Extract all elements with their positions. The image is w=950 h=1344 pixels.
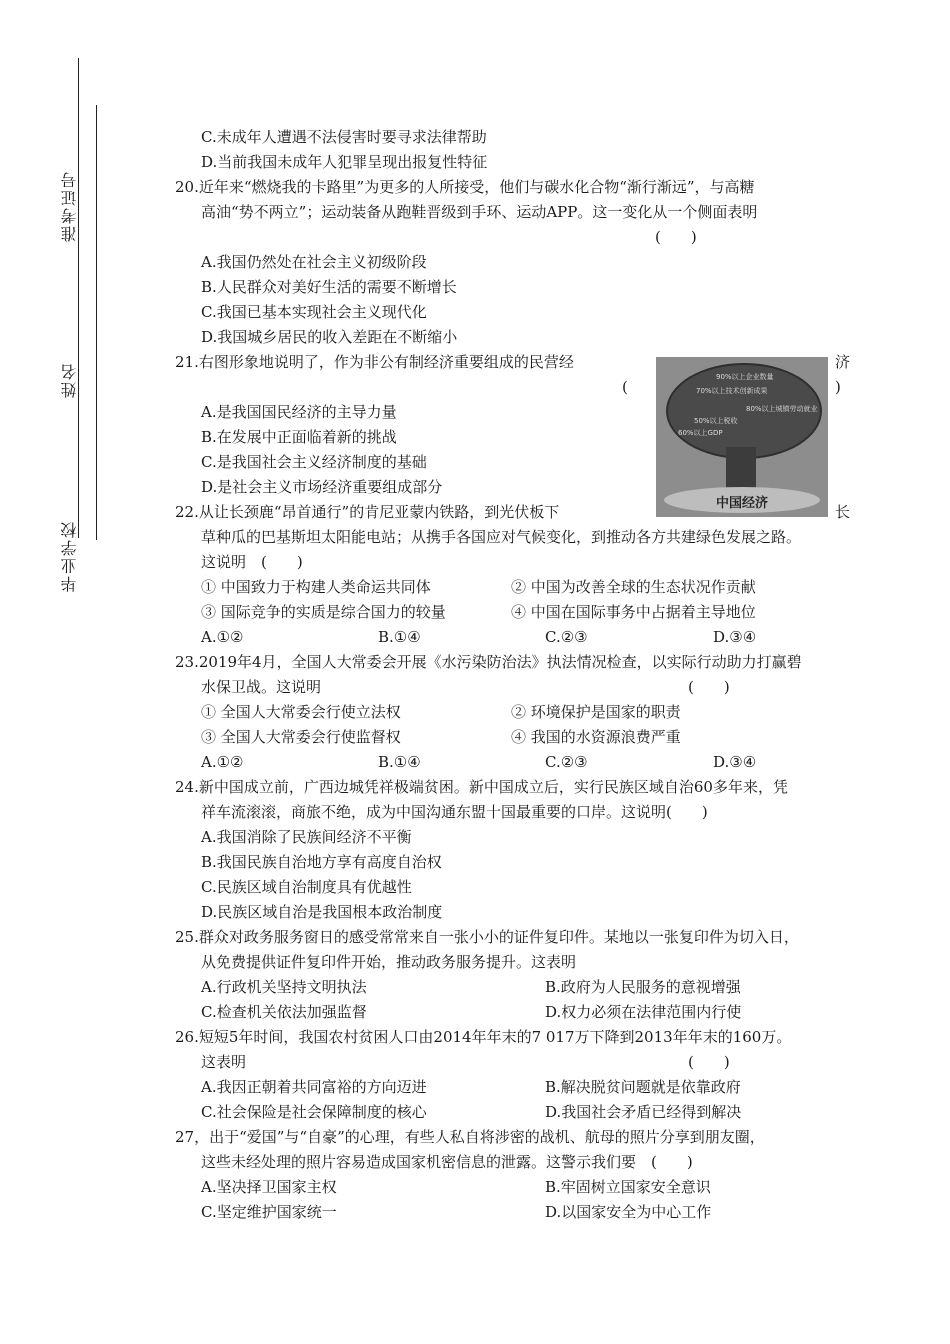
q20-answer-blank: ( ) [655, 228, 697, 246]
q20-stem: 20.近年来“燃烧我的卡路里”为更多的人所接受，他们与碳水化合物“渐行渐远”，与高糖 [175, 178, 755, 196]
q24-stem-cont: 祥车流滚滚，商旅不绝，成为中国沟通东盟十国最重要的口岸。这说明( ) [201, 803, 708, 821]
q25-option-a: A.行政机关坚持文明执法 [201, 978, 367, 996]
q20-option-d: D.我国城乡居民的收入差距在不断缩小 [201, 328, 458, 346]
q23-option-d: D.③④ [713, 753, 757, 771]
q24-option-c: C.民族区域自治制度具有优越性 [201, 878, 412, 896]
q20-stem-cont: 高油“势不两立”；运动装备从跑鞋晋级到手环、运动APP。这一变化从一个侧面表明 [201, 203, 758, 221]
q22-statement-1: ① 中国致力于构建人类命运共同体 [201, 578, 431, 596]
q22-option-a: A.①② [201, 628, 244, 646]
tree-stat: 60%以上GDP [678, 429, 723, 437]
q23-option-c: C.②③ [545, 753, 588, 771]
q23-statement-3: ③ 全国人大常委会行使监督权 [201, 728, 401, 746]
q22-stem-tail: 长 [835, 503, 851, 521]
q22-statement-2: ② 中国为改善全球的生态状况作贡献 [511, 578, 756, 596]
q19-option-c: C.未成年人遭遇不法侵害时要寻求法律帮助 [201, 128, 487, 146]
q24-option-d: D.民族区域自治是我国根本政治制度 [201, 903, 443, 921]
q22-statement-3: ③ 国际竞争的实质是综合国力的较量 [201, 603, 446, 621]
q27-stem-cont: 这些未经处理的照片容易造成国家机密信息的泄露。这警示我们要 ( ) [201, 1153, 693, 1171]
q19-option-d: D.当前我国未成年人犯罪呈现出报复性特征 [201, 153, 488, 171]
q26-option-b: B.解决脱贫问题就是依靠政府 [545, 1078, 741, 1096]
q22-stem: 22.从让长颈鹿“昂首通行”的肯尼亚蒙内铁路，到光伏板下 [175, 503, 560, 521]
q26-option-c: C.社会保险是社会保障制度的核心 [201, 1103, 427, 1121]
q21-stem-tail: 济 [835, 353, 851, 371]
q23-stem: 23.2019年4月，全国人大常委会开展《水污染防治法》执法情况检查，以实际行动助力打赢碧 [175, 653, 802, 671]
q21-option-d: D.是社会主义市场经济重要组成部分 [201, 478, 443, 496]
school-label: 毕业学校 [60, 520, 79, 592]
tree-stat: 90%以上企业数量 [716, 373, 774, 381]
q24-stem: 24.新中国成立前，广西边城凭祥极端贫困。新中国成立后，实行民族区域自治60多年来，凭 [175, 778, 788, 796]
q22-option-d: D.③④ [713, 628, 757, 646]
q21-stem: 21.右图形象地说明了，作为非公有制经济重要组成的民营经 [175, 353, 574, 371]
q26-answer-blank: ( ) [688, 1053, 730, 1071]
q22-option-b: B.①④ [378, 628, 421, 646]
q23-stem-cont: 水保卫战。这说明 [201, 678, 322, 696]
figure-caption: 中国经济 [715, 496, 768, 511]
q26-stem: 26.短短5年时间，我国农村贫困人口由2014年年末的7 017万下降到2013年年末的160万。 [175, 1028, 792, 1046]
q23-option-a: A.①② [201, 753, 244, 771]
q25-option-d: D.权力必须在法律范围内行使 [545, 1003, 742, 1021]
q20-option-a: A.我国仍然处在社会主义初级阶段 [201, 253, 427, 271]
q20-option-c: C.我国已基本实现社会主义现代化 [201, 303, 427, 321]
q27-option-a: A.坚决择卫国家主权 [201, 1178, 337, 1196]
q27-option-d: D.以国家安全为中心工作 [545, 1203, 712, 1221]
q21-answer-blank-open: ( [622, 378, 628, 396]
exam-number-label: 准考证号 [60, 170, 79, 242]
q23-statement-4: ④ 我国的水资源浪费严重 [511, 728, 681, 746]
q27-option-b: B.牢固树立国家安全意识 [545, 1178, 711, 1196]
q26-option-d: D.我国社会矛盾已经得到解决 [545, 1103, 742, 1121]
tree-stat: 70%以上技术创新成果 [696, 387, 768, 395]
binding-line-outer [78, 58, 79, 538]
q26-option-a: A.我因正朝着共同富裕的方向迈进 [201, 1078, 427, 1096]
q23-statement-1: ① 全国人大常委会行使立法权 [201, 703, 401, 721]
tree-stat: 80%以上城镇劳动就业 [746, 405, 818, 413]
q25-option-c: C.检查机关依法加强监督 [201, 1003, 367, 1021]
q24-option-a: A.我国消除了民族间经济不平衡 [201, 828, 412, 846]
q22-statement-4: ④ 中国在国际事务中占据着主导地位 [511, 603, 756, 621]
q22-stem-end: 这说明 ( ) [201, 553, 303, 571]
q21-option-b: B.在发展中正面临着新的挑战 [201, 428, 397, 446]
q21-option-c: C.是我国社会主义经济制度的基础 [201, 453, 427, 471]
q23-option-b: B.①④ [378, 753, 421, 771]
private-economy-tree-figure [656, 357, 828, 517]
q24-option-b: B.我国民族自治地方享有高度自治权 [201, 853, 442, 871]
q22-option-c: C.②③ [545, 628, 588, 646]
q25-option-b: B.政府为人民服务的意视增强 [545, 978, 741, 996]
q26-stem-cont: 这表明 [201, 1053, 247, 1071]
tree-stat: 50%以上税收 [694, 417, 738, 425]
q23-answer-blank: ( ) [688, 678, 730, 696]
q21-answer-blank-close: ) [835, 378, 841, 396]
q20-option-b: B.人民群众对美好生活的需要不断增长 [201, 278, 457, 296]
q23-statement-2: ② 环境保护是国家的职责 [511, 703, 681, 721]
q25-stem: 25.群众对政务服务窗日的感受常常来自一张小小的证件复印件。某地以一张复印件为切入日， [175, 928, 799, 946]
q21-option-a: A.是我国国民经济的主导力量 [201, 403, 397, 421]
q22-stem-cont: 草种瓜的巴基斯坦太阳能电站；从携手各国应对气候变化，到推动各方共建绿色发展之路。 [201, 528, 802, 546]
name-label: 姓名 [60, 362, 79, 398]
binding-line-inner [96, 105, 97, 540]
q25-stem-cont: 从免费提供证件复印件开始，推动政务服务提升。这表明 [201, 953, 577, 971]
q27-option-c: C.坚定维护国家统一 [201, 1203, 337, 1221]
q27-stem: 27，出于“爱国”与“自豪”的心理，有些人私自将涉密的战机、航母的照片分享到朋友圈， [175, 1128, 765, 1146]
